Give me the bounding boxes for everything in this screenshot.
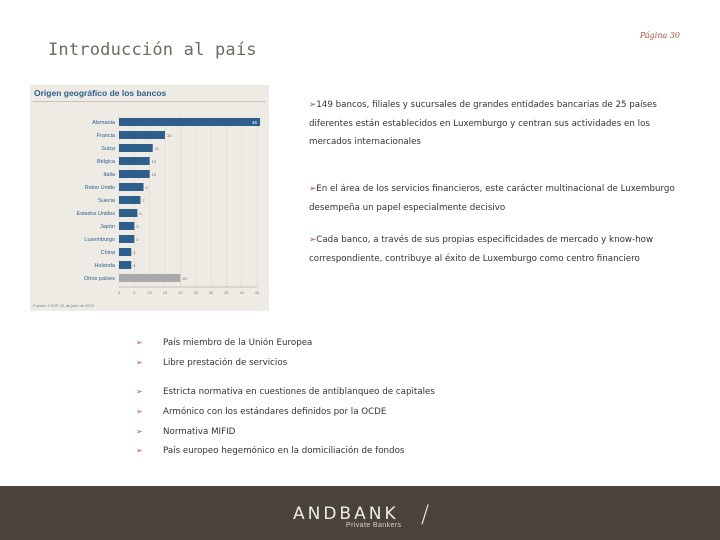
chart-category-label: Suiza (101, 146, 115, 152)
chart-bar (119, 170, 150, 178)
chart-plot (30, 85, 269, 311)
chart-data-label: 7 (142, 198, 145, 203)
chart-category-label: Italia (103, 172, 115, 178)
logo-slash-icon: / (421, 500, 430, 528)
list-item (136, 338, 312, 348)
list-item-text: Libre prestación de servicios (163, 358, 288, 368)
chart-data-label: 8 (145, 185, 148, 190)
bullet-marker: ➢ (136, 387, 143, 396)
list-item-text: Armónico con los estándares definidos por la OCDE (163, 407, 387, 417)
list-item (136, 407, 386, 417)
chart-data-label: 10 (151, 159, 157, 164)
paragraph-text: 149 bancos, filiales y sucursales de grandes entidades bancarias de 25 países diferentes están establecidos en Luxemburgo y centran sus actividades en los mercados internacionales (309, 100, 657, 147)
chart-tick-label: 10 (147, 290, 152, 295)
chart-bar (119, 183, 144, 191)
bullet-marker: ➢ (136, 338, 143, 347)
list-item-text: Estricta normativa en cuestiones de antiblanqueo de capitales (163, 387, 435, 397)
chart-tick-label: 25 (193, 290, 198, 295)
chart-category-label: Reino Unido (84, 185, 115, 191)
paragraph-2 (309, 180, 687, 217)
chart-bar (119, 118, 260, 126)
paragraph-marker: ➢ (309, 184, 317, 194)
chart-tick-label: 0 (117, 290, 121, 295)
chart-category-label: Otros países (83, 276, 115, 282)
chart-bar (119, 196, 140, 204)
chart-tick-label: 15 (162, 290, 168, 295)
bank-origin-chart (30, 85, 269, 311)
paragraph-text: En el área de los servicios financieros, este carácter multinacional de Luxemburgo desempeña un papel especialmente decisivo (309, 184, 675, 213)
list-item (136, 358, 287, 368)
footer-bar (0, 486, 720, 540)
chart-bar (119, 131, 165, 139)
chart-bar (119, 144, 153, 152)
list-item-text: País europeo hegemónico en la domiciliación de fondos (163, 446, 405, 456)
page-number: Página 30 (639, 31, 680, 40)
paragraph-3 (309, 231, 687, 268)
chart-data-label: 5 (136, 237, 139, 242)
chart-bar (119, 274, 180, 282)
chart-tick-label: 40 (239, 290, 244, 295)
chart-category-label: Japón (100, 224, 115, 230)
bullet-marker: ➢ (136, 407, 143, 416)
list-item-text: Normativa MIFID (163, 427, 236, 437)
list-item (136, 427, 235, 437)
bullet-marker: ➢ (136, 427, 143, 436)
chart-category-label: Suecia (98, 198, 115, 204)
chart-data-label: 4 (133, 250, 136, 255)
chart-tick-label: 35 (224, 290, 229, 295)
chart-source: Fuente: CSSF, 31 de julio de 2010 (33, 303, 94, 308)
chart-category-label: Bélgica (96, 159, 115, 165)
chart-data-label: 6 (139, 211, 142, 216)
chart-title: Origen geográfico de los bancos (34, 88, 167, 98)
chart-bar (119, 235, 134, 243)
list-item-text: País miembro de la Unión Europea (163, 338, 313, 348)
paragraph-marker: ➢ (309, 100, 317, 110)
chart-category-label: Estados Unidos (76, 211, 115, 217)
list-item (136, 387, 435, 397)
chart-category-label: Alemania (92, 120, 115, 126)
chart-tick-label: 30 (208, 290, 214, 295)
chart-category-label: Francia (96, 133, 115, 139)
chart-tick-label: 5 (133, 290, 136, 295)
paragraph-marker: ➢ (309, 235, 317, 245)
chart-bar (119, 248, 131, 256)
chart-data-label: 10 (151, 172, 157, 177)
paragraph-text: Cada banco, a través de sus propias especificidades de mercado y know-how correspondiente, contribuye al éxito de Luxemburgo como centro financiero (309, 235, 654, 264)
chart-data-label: 46 (252, 120, 258, 125)
chart-category-label: Holanda (94, 263, 115, 269)
page-title: Introducción al país (48, 40, 257, 60)
chart-data-label: 4 (133, 263, 136, 268)
chart-category-label: Luxemburgo (84, 237, 115, 243)
chart-data-label: 15 (167, 133, 172, 138)
list-item (136, 446, 404, 456)
logo-tagline: Private Bankers (346, 522, 402, 529)
chart-bar (119, 222, 134, 230)
bullet-marker: ➢ (136, 446, 143, 455)
andbank-logo: ANDBANK (293, 504, 399, 524)
chart-bar (119, 261, 131, 269)
chart-category-label: China (100, 250, 115, 256)
chart-data-label: 5 (136, 224, 139, 229)
chart-tick-label: 20 (178, 290, 183, 295)
chart-bar (119, 157, 150, 165)
chart-bar (119, 209, 137, 217)
paragraph-1 (309, 96, 687, 152)
chart-data-label: 20 (182, 276, 187, 281)
chart-data-label: 11 (154, 146, 159, 151)
chart-tick-label: 45 (254, 290, 260, 295)
bullet-marker: ➢ (136, 358, 143, 367)
